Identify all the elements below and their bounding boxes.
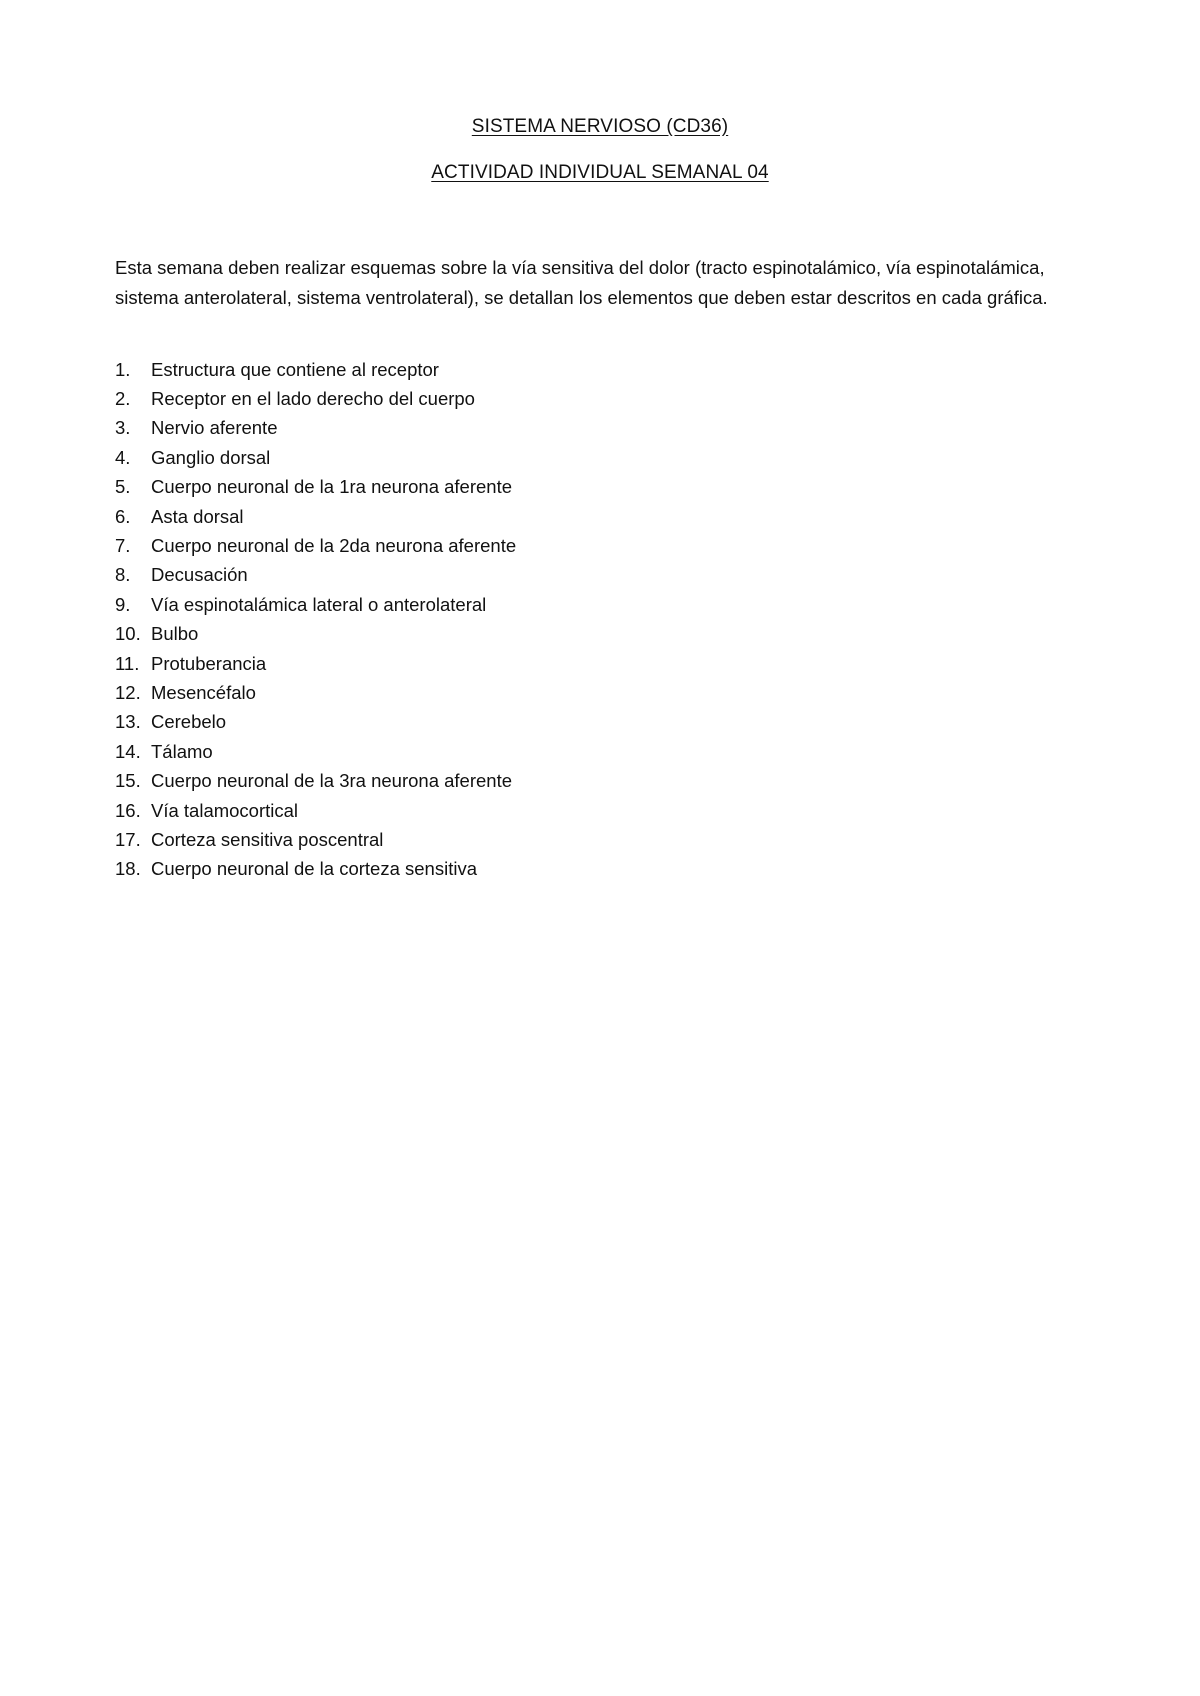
list-item bbox=[115, 384, 516, 413]
list-item-number: 11. bbox=[115, 652, 140, 674]
list-item bbox=[115, 649, 516, 678]
elements-list bbox=[115, 355, 516, 884]
list-item bbox=[115, 531, 516, 560]
list-item-text: Estructura que contiene al receptor bbox=[151, 358, 439, 380]
list-item-text: Protuberancia bbox=[151, 652, 267, 674]
list-item-text: Cuerpo neuronal de la 3ra neurona aferente bbox=[151, 770, 513, 792]
list-item bbox=[115, 678, 516, 707]
list-item-text: Decusación bbox=[151, 564, 248, 586]
list-item bbox=[115, 561, 516, 590]
document-title: SISTEMA NERVIOSO (CD36) bbox=[471, 116, 729, 137]
list-item-text: Mesencéfalo bbox=[151, 681, 256, 703]
list-item bbox=[115, 502, 516, 531]
list-item-text: Receptor en el lado derecho del cuerpo bbox=[151, 388, 475, 410]
list-item bbox=[115, 620, 516, 649]
list-item-number: 12. bbox=[115, 681, 141, 703]
list-item-text: Cuerpo neuronal de la 2da neurona aferente bbox=[151, 535, 517, 557]
list-item-text: Cerebelo bbox=[151, 711, 227, 733]
list-item bbox=[115, 825, 516, 854]
intro-paragraph: Esta semana deben realizar esquemas sobre la vía sensitiva del dolor (tracto espinotalámico, vía espinotalámica, sistema anterolateral, sistema ventrolateral), se detallan los elementos que deben estar descritos en cada gráfica. bbox=[115, 257, 1048, 308]
list-item-text: Vía espinotalámica lateral o anterolateral bbox=[151, 593, 487, 615]
list-item-text: Cuerpo neuronal de la corteza sensitiva bbox=[151, 858, 477, 880]
list-item-number: 2. bbox=[115, 388, 131, 410]
list-item-text: Ganglio dorsal bbox=[151, 446, 271, 468]
list-item bbox=[115, 355, 516, 384]
list-item-number: 10. bbox=[115, 623, 141, 645]
list-item-number: 4. bbox=[115, 446, 131, 468]
list-item-text: Corteza sensitiva poscentral bbox=[151, 828, 384, 850]
list-item bbox=[115, 590, 516, 619]
list-item-number: 16. bbox=[115, 799, 141, 821]
list-item-number: 14. bbox=[115, 740, 141, 762]
list-item bbox=[115, 855, 516, 884]
list-item-text: Cuerpo neuronal de la 1ra neurona aferente bbox=[151, 476, 513, 498]
document-subtitle: ACTIVIDAD INDIVIDUAL SEMANAL 04 bbox=[431, 162, 769, 183]
list-item-text: Nervio aferente bbox=[151, 417, 278, 439]
list-item bbox=[115, 796, 516, 825]
list-item bbox=[115, 766, 516, 795]
list-item-text: Asta dorsal bbox=[151, 505, 244, 527]
list-item-number: 1. bbox=[115, 358, 131, 380]
list-item-text: Bulbo bbox=[151, 623, 199, 645]
list-item bbox=[115, 443, 516, 472]
list-item bbox=[115, 737, 516, 766]
list-item-number: 6. bbox=[115, 505, 131, 527]
list-item-number: 17. bbox=[115, 828, 141, 850]
list-item bbox=[115, 708, 516, 737]
list-item-number: 9. bbox=[115, 593, 131, 615]
list-item bbox=[115, 473, 516, 502]
list-item bbox=[115, 414, 516, 443]
list-item-number: 13. bbox=[115, 711, 141, 733]
list-item-number: 7. bbox=[115, 535, 131, 557]
list-item-number: 8. bbox=[115, 564, 131, 586]
list-item-text: Tálamo bbox=[151, 740, 213, 762]
list-item-number: 5. bbox=[115, 476, 131, 498]
list-item-number: 3. bbox=[115, 417, 131, 439]
list-item-number: 18. bbox=[115, 858, 141, 880]
list-item-text: Vía talamocortical bbox=[151, 799, 299, 821]
list-item-number: 15. bbox=[115, 770, 141, 792]
